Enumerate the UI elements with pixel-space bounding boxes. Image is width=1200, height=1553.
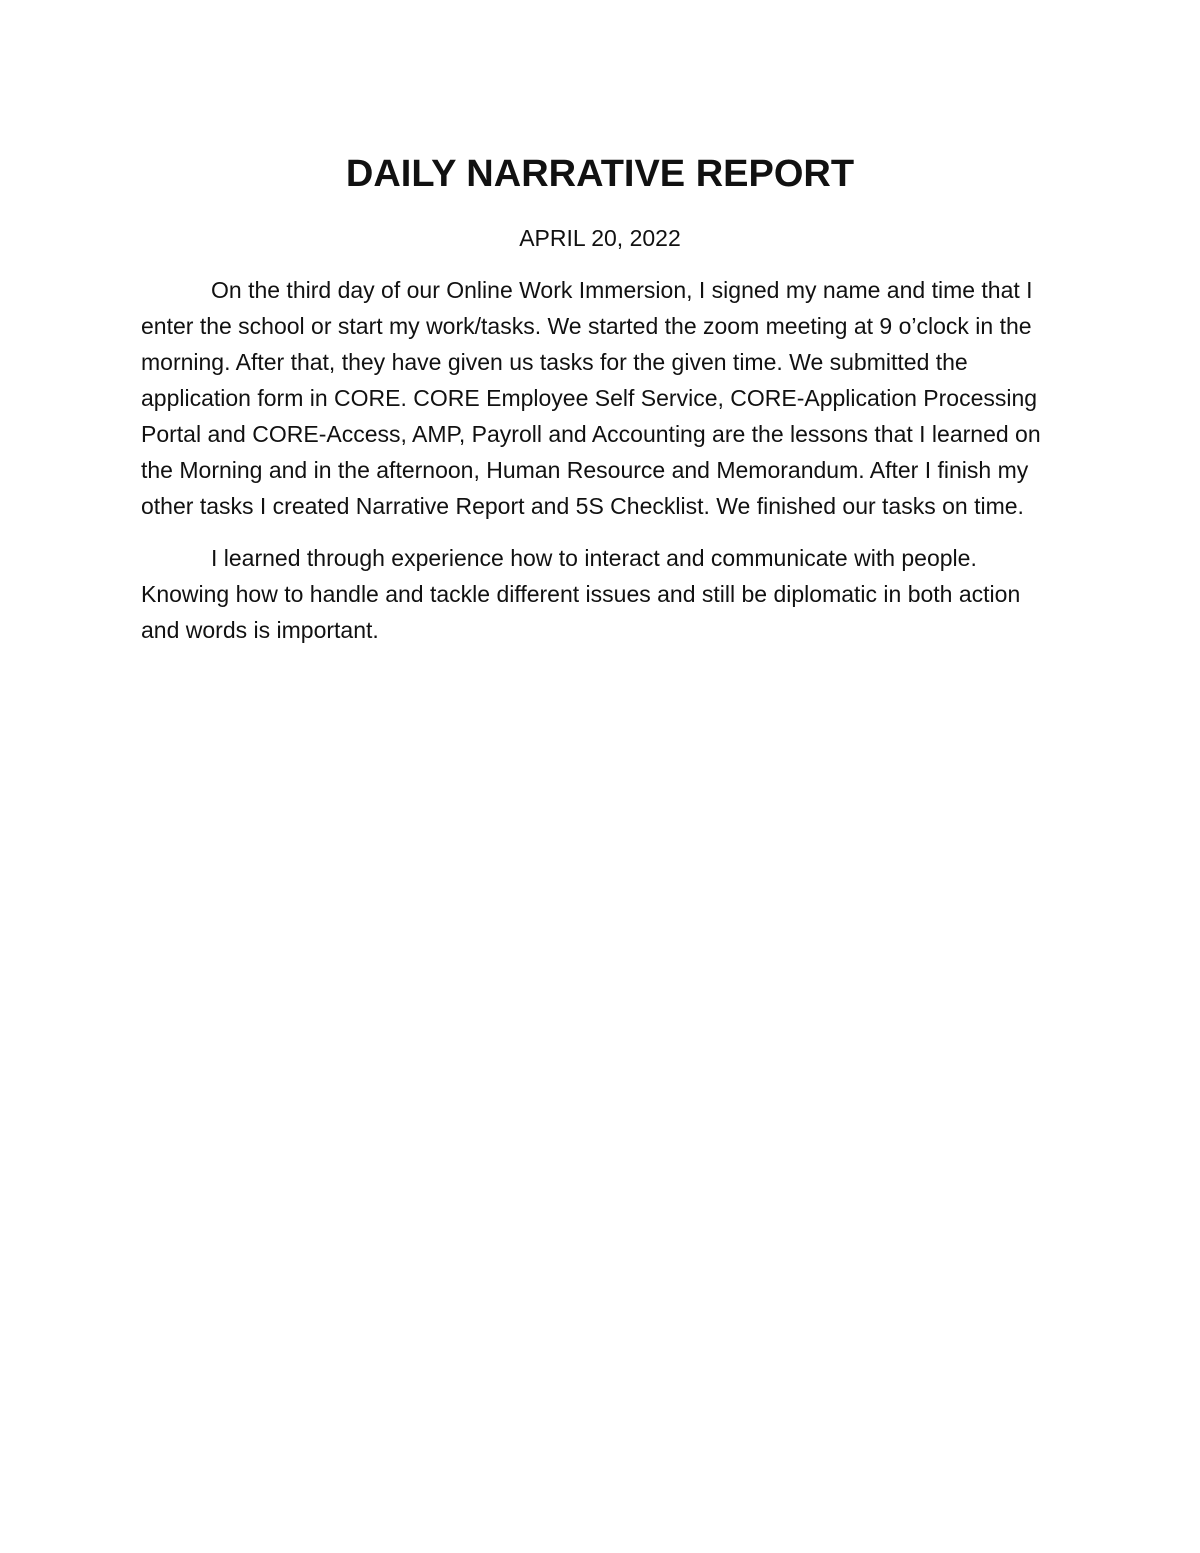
- paragraph-1: On the third day of our Online Work Immersion, I signed my name and time that I enter the school or start my work/tasks. We started the zoom meeting at 9 o’clock in the morning. After that, they have given us tasks for the given time. We submitted the application form in CORE. CORE Employee Self Service, CORE-Application Processing Portal and CORE-Access, AMP, Payroll and Accounting are the lessons that I learned on the Morning and in the afternoon, Human Resource and Memorandum. After I finish my other tasks I created Narrative Report and 5S Checklist. We finished our tasks on time.: [141, 277, 1041, 519]
- report-body: [141, 272, 1061, 664]
- report-date: APRIL 20, 2022: [519, 225, 681, 251]
- paragraph-2: I learned through experience how to interact and communicate with people. Knowing how to handle and tackle different issues and still be diplomatic in both action and words is important.: [141, 545, 1021, 643]
- report-title: DAILY NARRATIVE REPORT: [345, 153, 855, 195]
